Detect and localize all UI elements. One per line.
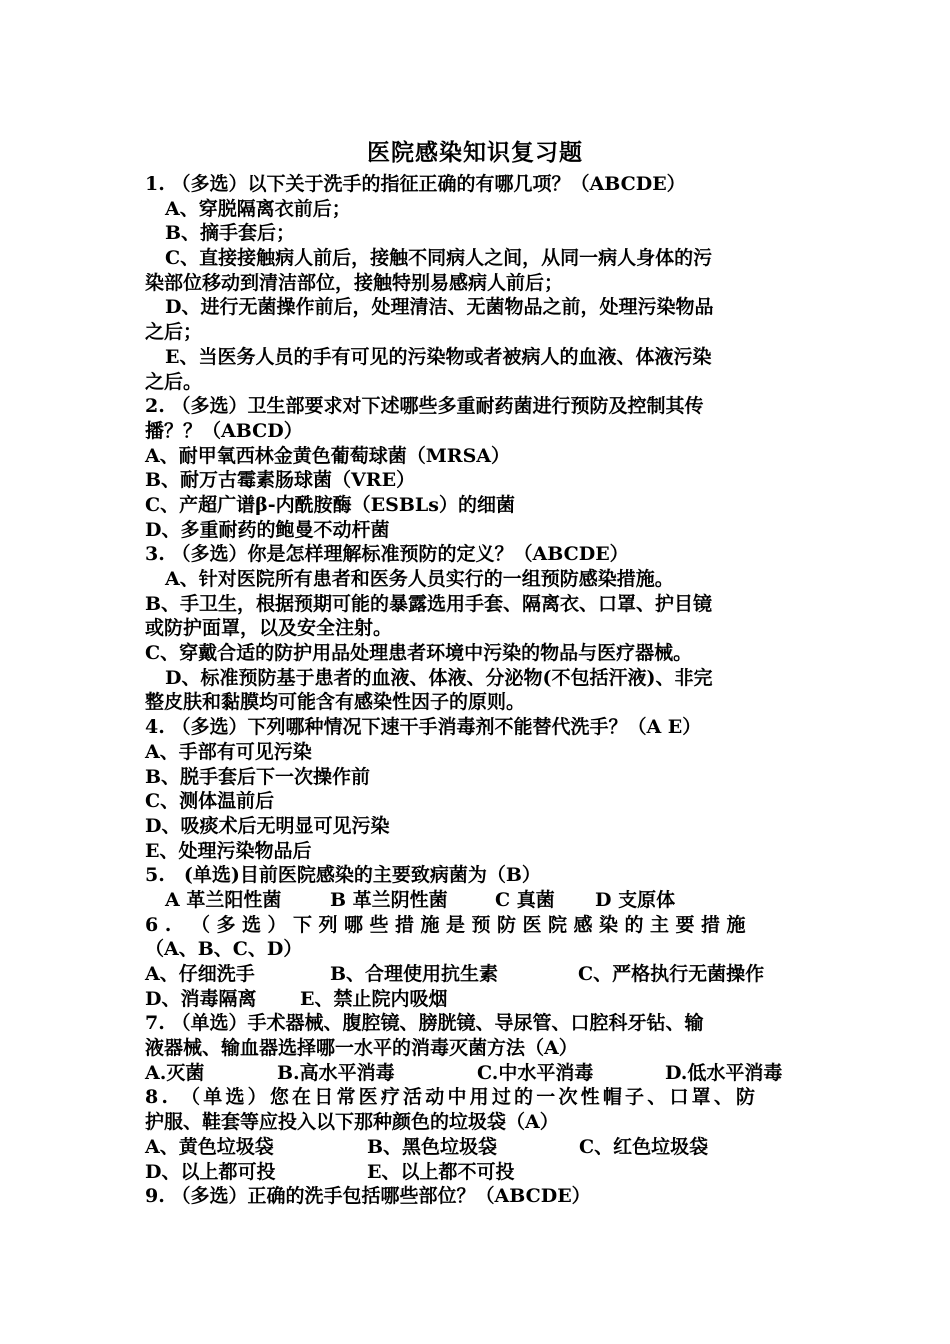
option-line: E、当医务人员的手有可见的污染物或者被病人的血液、体液污染 [165, 345, 712, 368]
option-line: D、标准预防基于患者的血液、体液、分泌物(不包括汗液)、非完 [165, 666, 713, 689]
question-6: 6. （多选）下列哪些措施是预防医院感染的主要措施 [145, 913, 752, 936]
question-8: 8. （单选）您在日常医疗活动中用过的一次性帽子、口罩、防 [145, 1086, 759, 1109]
page-title: 医院感染知识复习题 [367, 139, 583, 166]
option-line: E、处理污染物品后 [145, 839, 312, 862]
option-d: D.低水平消毒 [665, 1061, 783, 1084]
option-line: D、进行无菌操作前后，处理清洁、无菌物品之前，处理污染物品 [165, 296, 714, 319]
option-line: D、吸痰术后无明显可见污染 [145, 814, 390, 837]
option-a: A.灭菌 [145, 1061, 205, 1084]
option-line: B、脱手套后下一次操作前 [145, 765, 371, 788]
option-b: B.高水平消毒 [277, 1061, 395, 1084]
q8-options-row2 [145, 1160, 805, 1185]
q6-options-row1 [145, 962, 805, 987]
option-b: B 革兰阴性菌 [330, 888, 448, 911]
option-line: A、耐甲氧西林金黄色葡萄球菌（MRSA） [145, 444, 511, 467]
option-c: C、严格执行无菌操作 [578, 963, 765, 985]
question-9: 9. （多选）正确的洗手包括哪些部位？（ABCDE） [145, 1185, 591, 1208]
option-line: B、摘手套后； [165, 222, 296, 245]
option-b: B、黑色垃圾袋 [367, 1135, 498, 1158]
option-line: C、穿戴合适的防护用品处理患者环境中污染的物品与医疗器械。 [145, 642, 693, 665]
option-e: E、以上都不可投 [367, 1160, 515, 1183]
question-line-cont: 液器械、输血器选择哪一水平的消毒灭菌方法（A） [145, 1037, 578, 1060]
option-line: C、产超广谱β-内酰胺酶（ESBLs）的细菌 [145, 493, 515, 516]
option-line: A、手部有可见污染 [145, 740, 312, 763]
option-line-cont: 染部位移动到清洁部位，接触特别易感病人前后； [145, 271, 564, 294]
question-list [145, 172, 805, 1209]
q8-options-row1 [145, 1135, 805, 1160]
option-e: E、禁止院内吸烟 [300, 987, 448, 1010]
option-line: A、针对医院所有患者和医务人员实行的一组预防感染措施。 [165, 568, 674, 590]
option-line: A、穿脱隔离衣前后； [165, 197, 351, 220]
option-c: C 真菌 [495, 888, 555, 911]
question-2: 2. （多选）卫生部要求对下述哪些多重耐药菌进行预防及控制其传 [145, 395, 704, 418]
option-line: D、多重耐药的鲍曼不动杆菌 [145, 518, 390, 541]
question-4: 4. （多选）下列哪种情况下速干手消毒剂不能替代洗手？（A E） [145, 716, 702, 739]
option-line: B、耐万古霉素肠球菌（VRE） [145, 469, 416, 492]
question-line-cont: 播？？（ABCD） [145, 419, 303, 442]
q5-options [145, 888, 805, 913]
option-a: A、黄色垃圾袋 [145, 1135, 274, 1158]
question-7: 7. （单选）手术器械、腹腔镜、膀胱镜、导尿管、口腔科牙钻、输 [145, 1012, 704, 1035]
option-d: D、以上都可投 [145, 1160, 276, 1183]
option-a: A、仔细洗手 [145, 963, 255, 985]
q6-options-row2 [145, 987, 805, 1012]
option-line-cont: 之后； [145, 321, 203, 344]
option-b: B、合理使用抗生素 [330, 963, 499, 985]
option-line: C、测体温前后 [145, 790, 275, 813]
q7-options [145, 1061, 805, 1086]
option-a: A 革兰阳性菌 [165, 888, 282, 911]
question-3: 3. （多选）你是怎样理解标准预防的定义？（ABCDE） [145, 543, 629, 566]
option-line-cont: 或防护面罩，以及安全注射。 [145, 617, 393, 640]
question-line-cont: （A、B、C、D） [145, 938, 303, 961]
option-line: B、手卫生，根据预期可能的暴露选用手套、隔离衣、口罩、护目镜 [145, 592, 713, 615]
question-line-cont: 护服、鞋套等应投入以下那种颜色的垃圾袋（A） [145, 1111, 559, 1134]
option-line-cont: 整皮肤和黏膜均可能含有感染性因子的原则。 [145, 691, 526, 714]
question-1: 1. （多选）以下关于洗手的指征正确的有哪几项？（ABCDE） [145, 173, 686, 195]
option-c: C.中水平消毒 [477, 1061, 594, 1084]
question-5: 5. (单选)目前医院感染的主要致病菌为（B） [145, 864, 541, 887]
option-c: C、红色垃圾袋 [579, 1135, 709, 1158]
option-d: D、消毒隔离 [145, 987, 257, 1010]
option-line: C、直接接触病人前后，接触不同病人之间，从同一病人身体的污 [165, 247, 713, 270]
option-d: D 支原体 [595, 888, 676, 911]
option-line-cont: 之后。 [145, 370, 203, 393]
